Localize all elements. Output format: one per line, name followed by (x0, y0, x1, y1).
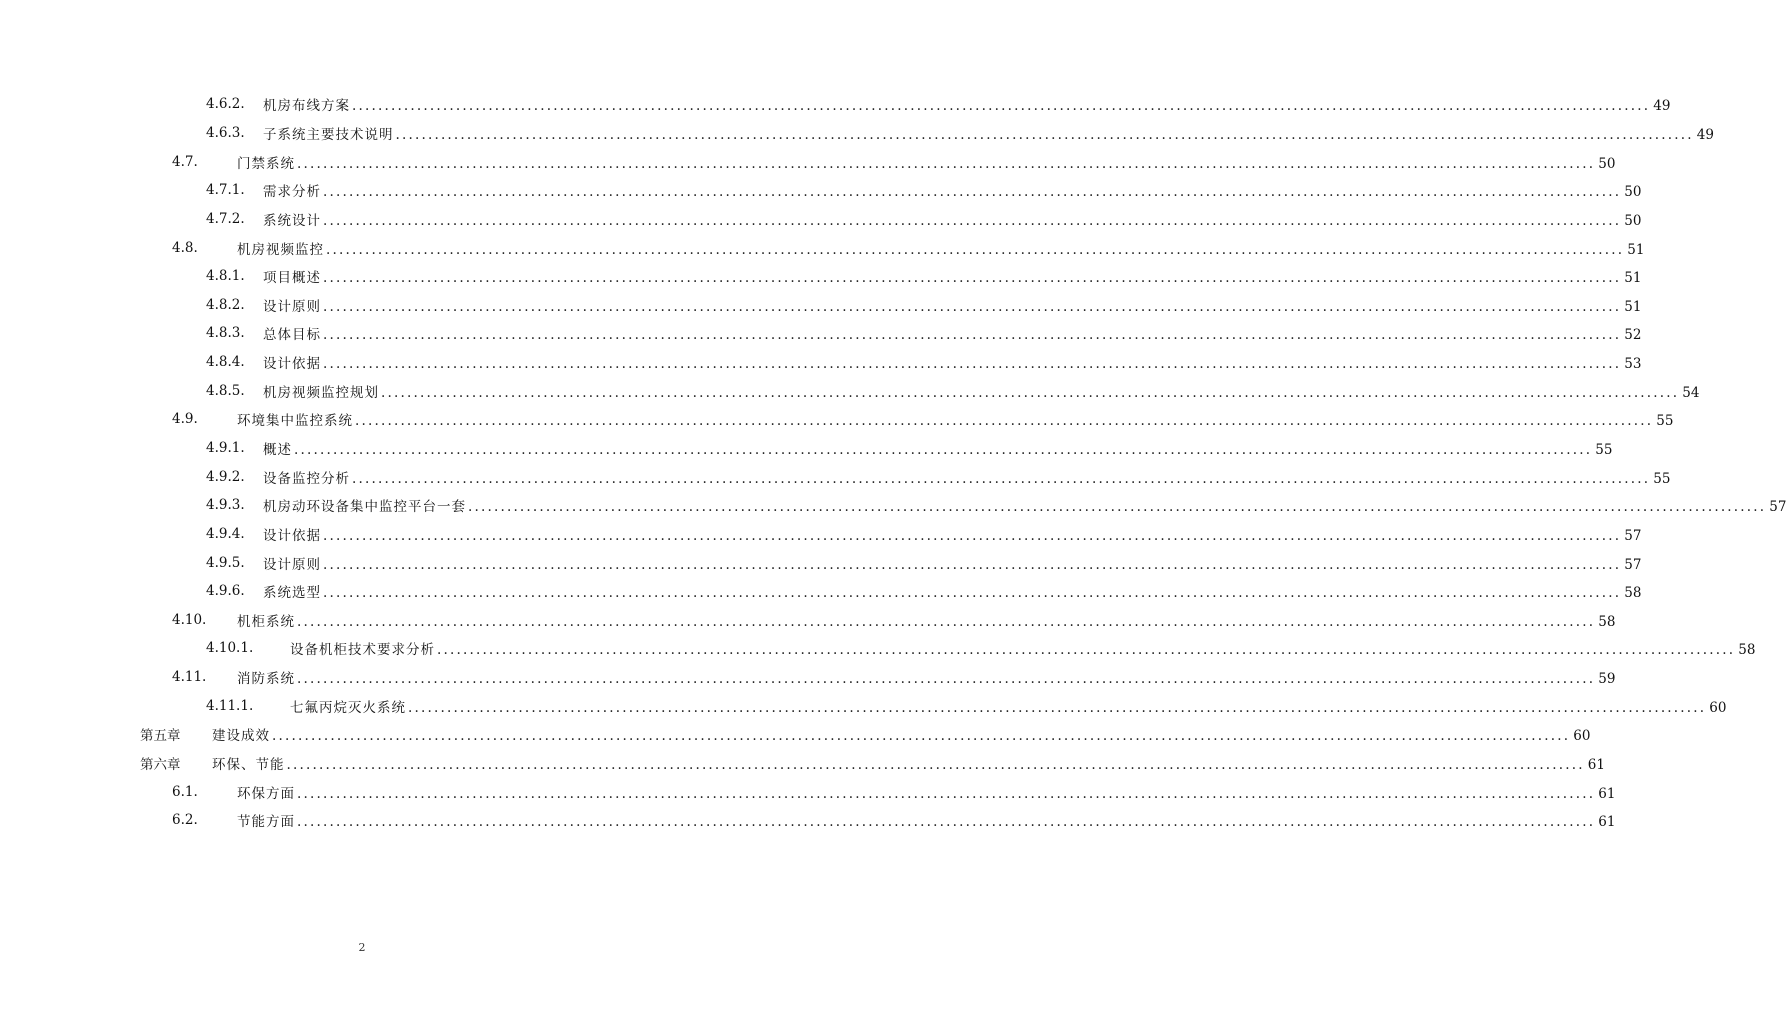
dot-leader: ........................................................................................................................................................................................................ (352, 98, 1651, 115)
toc-entry[interactable] (0, 290, 1642, 319)
toc-entry[interactable] (0, 119, 1714, 148)
toc-entry-title: 机房动环设备集中监控平台一套 (263, 499, 466, 516)
toc-entry-number: 4.8.1. (206, 268, 245, 285)
toc-entry-title: 消防系统 (237, 671, 295, 688)
toc-entry-leader-line (263, 581, 1642, 602)
toc-entry-title: 设备监控分析 (263, 470, 350, 487)
toc-entry-leader-line (237, 810, 1616, 831)
toc-entry-page: 55 (1656, 413, 1674, 430)
dot-leader: ........................................................................................................................................................................................................ (395, 126, 1694, 143)
toc-entry[interactable] (0, 434, 1613, 463)
toc-entry-number: 6.2. (172, 812, 198, 829)
dot-leader: ........................................................................................................................................................................................................ (323, 527, 1622, 544)
toc-entry[interactable] (0, 462, 1671, 491)
toc-entry-page: 50 (1624, 212, 1642, 229)
toc-entry-page: 49 (1653, 98, 1671, 115)
toc-entry-page: 58 (1738, 642, 1756, 659)
dot-leader: ........................................................................................................................................................................................................ (437, 642, 1736, 659)
toc-entry[interactable] (0, 491, 1786, 520)
toc-entry-title: 概述 (263, 442, 292, 458)
toc-entry-page: 58 (1598, 613, 1616, 630)
toc-entry-number: 4.8.3. (206, 325, 245, 342)
toc-entry-page: 50 (1598, 155, 1616, 172)
toc-entry-title: 门禁系统 (237, 155, 295, 172)
toc-entry-page: 57 (1624, 556, 1642, 573)
toc-entry-page: 59 (1598, 671, 1616, 688)
toc-entry-leader-line (263, 438, 1613, 458)
toc-entry-number: 第五章 (140, 728, 181, 745)
dot-leader: ........................................................................................................................................................................................................ (297, 671, 1596, 688)
toc-entry-leader-line (263, 495, 1786, 516)
dot-leader: ........................................................................................................................................................................................................ (323, 556, 1622, 573)
toc-entry[interactable] (0, 262, 1642, 291)
toc-entry[interactable] (0, 90, 1671, 119)
toc-entry-title: 机房布线方案 (263, 98, 350, 115)
toc-entry-number: 4.9.6. (206, 583, 245, 600)
toc-entry-leader-line (237, 667, 1616, 688)
dot-leader: ........................................................................................................................................................................................................ (323, 184, 1622, 201)
toc-entry-page: 51 (1624, 298, 1642, 315)
dot-leader: ........................................................................................................................................................................................................ (297, 814, 1596, 831)
toc-entry[interactable] (0, 606, 1616, 635)
toc-entry-number: 4.9.5. (206, 554, 245, 571)
toc-entry-title: 设计依据 (263, 527, 321, 544)
toc-entry-page: 54 (1682, 384, 1700, 401)
toc-entry-title: 环境集中监控系统 (237, 413, 353, 430)
toc-entry-page: 52 (1624, 327, 1642, 344)
dot-leader: ........................................................................................................................................................................................................ (286, 757, 1585, 774)
toc-entry-title: 机房视频监控 (237, 241, 324, 258)
toc-entry-title: 节能方面 (237, 814, 295, 831)
toc-entry-page: 49 (1696, 126, 1714, 143)
page-number-footer: 2 (358, 941, 366, 954)
toc-entry[interactable] (0, 577, 1642, 606)
toc-entry-leader-line (263, 209, 1642, 229)
dot-leader: ........................................................................................................................................................................................................ (294, 442, 1593, 458)
toc-entry-page: 57 (1769, 499, 1786, 516)
toc-entry[interactable] (0, 777, 1616, 806)
toc-entry-number: 4.10.1. (206, 640, 254, 657)
toc-entry[interactable] (0, 348, 1642, 377)
toc-entry[interactable] (0, 233, 1645, 262)
dot-leader: ........................................................................................................................................................................................................ (323, 298, 1622, 315)
toc-entry-number: 4.6.2. (206, 96, 245, 113)
toc-entry-title: 系统设计 (263, 212, 321, 229)
toc-entry-number: 4.7.1. (206, 182, 245, 199)
toc-entry-page: 61 (1587, 757, 1605, 774)
toc-entry-page: 51 (1627, 241, 1645, 258)
toc-entry-leader-line (212, 724, 1591, 745)
toc-entry-leader-line (263, 524, 1642, 544)
toc-entry-leader-line (237, 610, 1616, 630)
toc-entry-leader-line (237, 782, 1616, 802)
toc-entry-number: 4.9.1. (206, 440, 245, 456)
toc-entry[interactable] (0, 548, 1642, 577)
toc-entry-page: 55 (1653, 470, 1671, 487)
toc-entry-title: 环保、节能 (212, 757, 285, 774)
toc-entry[interactable] (0, 720, 1591, 749)
toc-entry-title: 设计原则 (263, 556, 321, 573)
toc-entry[interactable] (0, 147, 1616, 176)
dot-leader: ........................................................................................................................................................................................................ (323, 327, 1622, 344)
toc-entry-leader-line (290, 638, 1756, 659)
toc-entry-page: 60 (1709, 699, 1727, 716)
toc-entry-leader-line (237, 409, 1674, 430)
toc-entry-page: 61 (1598, 785, 1616, 802)
toc-entry-page: 58 (1624, 585, 1642, 602)
dot-leader: ........................................................................................................................................................................................................ (326, 241, 1625, 258)
toc-entry-leader-line (237, 238, 1645, 258)
toc-entry-title: 机房视频监控规划 (263, 384, 379, 401)
table-of-contents (0, 90, 1786, 835)
toc-entry-page: 60 (1573, 728, 1591, 745)
toc-entry-leader-line (263, 180, 1642, 201)
toc-entry-leader-line (263, 123, 1714, 143)
toc-entry[interactable] (0, 634, 1756, 663)
toc-entry-title: 机柜系统 (237, 613, 295, 630)
toc-entry[interactable] (0, 749, 1605, 778)
toc-entry-title: 项目概述 (263, 270, 321, 287)
toc-entry-leader-line (263, 381, 1700, 401)
toc-entry-number: 4.8.2. (206, 296, 245, 313)
dot-leader: ........................................................................................................................................................................................................ (323, 270, 1622, 287)
dot-leader: ........................................................................................................................................................................................................ (297, 613, 1596, 630)
toc-entry-title: 总体目标 (263, 327, 321, 344)
dot-leader: ........................................................................................................................................................................................................ (323, 585, 1622, 602)
toc-entry-page: 61 (1598, 814, 1616, 831)
toc-entry-number: 4.9.4. (206, 525, 245, 542)
toc-entry-number: 4.8. (172, 239, 198, 256)
dot-leader: ........................................................................................................................................................................................................ (381, 384, 1680, 401)
toc-entry-number: 4.11. (172, 669, 207, 686)
toc-entry-page: 57 (1624, 527, 1642, 544)
toc-entry-title: 七氟丙烷灭火系统 (290, 699, 406, 716)
dot-leader: ........................................................................................................................................................................................................ (352, 470, 1651, 487)
toc-entry-title: 环保方面 (237, 785, 295, 802)
toc-entry-number: 4.8.5. (206, 382, 245, 399)
toc-entry-leader-line (263, 94, 1671, 115)
toc-entry-leader-line (263, 266, 1642, 287)
dot-leader: ........................................................................................................................................................................................................ (297, 155, 1596, 172)
toc-entry-number: 4.7.2. (206, 210, 245, 227)
toc-entry-title: 设备机柜技术要求分析 (290, 642, 435, 659)
toc-entry-number: 6.1. (172, 783, 198, 800)
dot-leader: ........................................................................................................................................................................................................ (323, 212, 1622, 229)
dot-leader: ........................................................................................................................................................................................................ (468, 499, 1767, 516)
toc-entry-leader-line (263, 323, 1642, 344)
toc-entry[interactable] (0, 663, 1616, 692)
toc-entry-number: 4.11.1. (206, 697, 254, 714)
toc-entry-leader-line (263, 467, 1671, 487)
toc-entry-page: 51 (1624, 270, 1642, 287)
dot-leader: ........................................................................................................................................................................................................ (408, 699, 1707, 716)
toc-entry-leader-line (237, 152, 1616, 172)
toc-entry-leader-line (263, 553, 1642, 573)
toc-entry-page: 55 (1595, 442, 1613, 458)
toc-entry-page: 50 (1624, 184, 1642, 201)
toc-entry[interactable] (0, 319, 1642, 348)
dot-leader: ........................................................................................................................................................................................................ (297, 785, 1596, 802)
toc-entry-title: 设计依据 (263, 356, 321, 373)
dot-leader: ........................................................................................................................................................................................................ (272, 728, 1571, 745)
toc-entry-leader-line (263, 352, 1642, 373)
toc-entry[interactable] (0, 376, 1700, 405)
toc-entry-number: 4.9.2. (206, 468, 245, 485)
toc-entry[interactable] (0, 520, 1642, 549)
toc-entry-number: 4.6.3. (206, 124, 245, 141)
dot-leader: ........................................................................................................................................................................................................ (323, 356, 1622, 373)
toc-entry-number: 4.10. (172, 611, 207, 628)
toc-entry-number: 4.9. (172, 411, 198, 428)
dot-leader: ........................................................................................................................................................................................................ (355, 413, 1654, 430)
toc-entry-number: 4.8.4. (206, 354, 245, 371)
toc-entry-number: 4.7. (172, 153, 198, 170)
toc-entry-title: 子系统主要技术说明 (263, 126, 394, 143)
toc-entry[interactable] (0, 806, 1616, 835)
toc-entry[interactable] (0, 691, 1727, 720)
toc-entry-title: 需求分析 (263, 184, 321, 201)
toc-entry[interactable] (0, 176, 1642, 205)
toc-entry[interactable] (0, 205, 1642, 234)
toc-entry-page: 53 (1624, 356, 1642, 373)
toc-entry-number: 第六章 (140, 757, 181, 774)
toc-entry-leader-line (263, 295, 1642, 315)
toc-entry-leader-line (290, 696, 1727, 716)
toc-entry-number: 4.9.3. (206, 497, 245, 514)
toc-entry-title: 系统选型 (263, 585, 321, 602)
toc-entry[interactable] (0, 405, 1674, 434)
toc-entry-title: 建设成效 (212, 728, 270, 745)
toc-entry-title: 设计原则 (263, 298, 321, 315)
toc-entry-leader-line (212, 753, 1605, 774)
